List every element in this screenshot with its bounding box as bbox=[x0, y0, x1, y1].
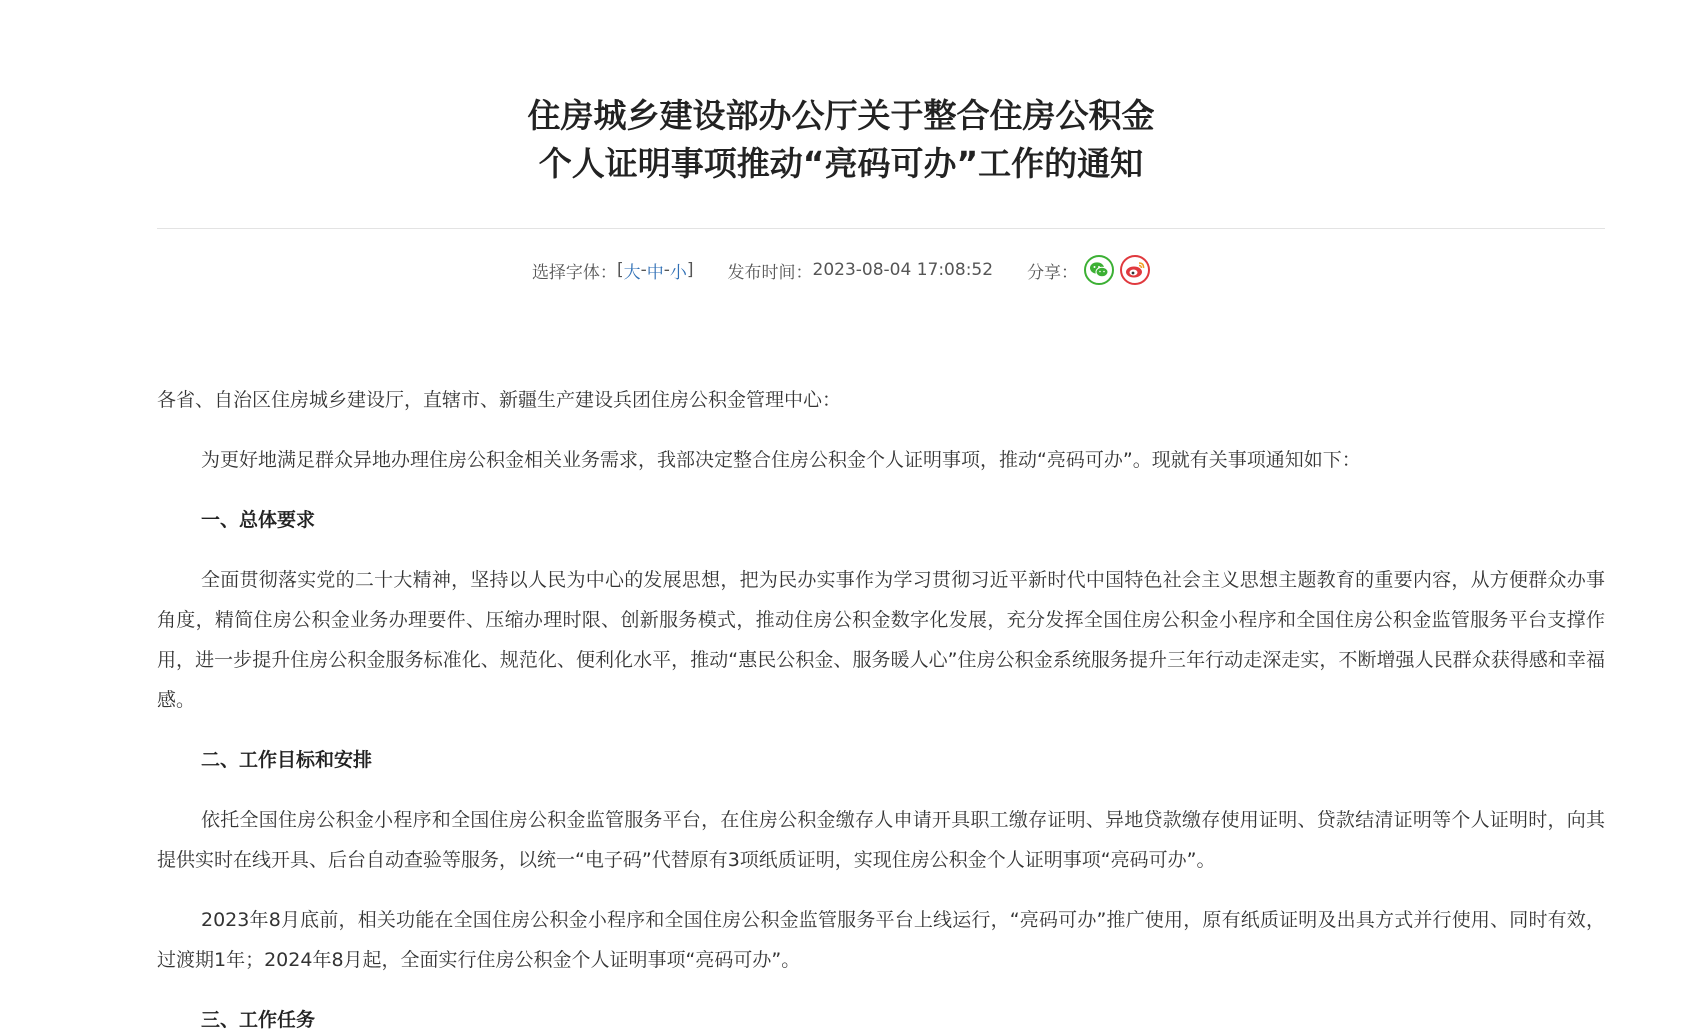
title-line-1: 住房城乡建设部办公厅关于整合住房公积金 bbox=[527, 96, 1155, 135]
font-size-separator: - bbox=[640, 260, 647, 280]
article-body bbox=[157, 380, 1605, 1036]
section-1-paragraph: 全面贯彻落实党的二十大精神，坚持以人民为中心的发展思想，把为民办实事作为学习贯彻习近平新时代中国特色社会主义思想主题教育的重要内容，从方便群众办事角度，精简住房公积金业务办理要件、压缩办理时限、创新服务模式，推动住房公积金数字化发展，充分发挥全国住房公积金小程序和全国住房公积金监管服务平台支撑作用，进一步提升住房公积金服务标准化、规范化、便利化水平，推动“惠民公积金、服务暖人心”住房公积金系统服务提升三年行动走深走实，不断增强人民群众获得感和幸福感。 bbox=[157, 569, 1605, 711]
title-divider bbox=[157, 228, 1605, 229]
section-2-paragraph-2: 2023年8月底前，相关功能在全国住房公积金小程序和全国住房公积金监管服务平台上线运行，“亮码可办”推广使用，原有纸质证明及出具方式并行使用、同时有效，过渡期1年；2024年8月起，全面实行住房公积金个人证明事项“亮码可办”。 bbox=[157, 909, 1605, 971]
publish-info bbox=[728, 258, 994, 283]
weibo-share-icon[interactable] bbox=[1120, 255, 1150, 285]
section-heading-2: 二、工作目标和安排 bbox=[201, 749, 373, 771]
meta-bar bbox=[0, 254, 1682, 286]
page-title bbox=[0, 92, 1682, 188]
font-size-small-link[interactable]: 小 bbox=[669, 262, 687, 283]
publish-label: 发布时间： bbox=[727, 262, 813, 283]
salutation: 各省、自治区住房城乡建设厅，直辖市、新疆生产建设兵团住房公积金管理中心： bbox=[157, 389, 842, 411]
font-size-separator: - bbox=[663, 260, 670, 280]
font-select-label: 选择字体： bbox=[531, 262, 617, 283]
wechat-share-icon[interactable] bbox=[1084, 255, 1114, 285]
font-size-medium-link[interactable]: 中 bbox=[646, 262, 664, 283]
intro-paragraph: 为更好地满足群众异地办理住房公积金相关业务需求，我部决定整合住房公积金个人证明事项，推动“亮码可办”。现就有关事项通知如下： bbox=[201, 449, 1361, 471]
font-size-selector bbox=[532, 258, 694, 283]
section-2-paragraph-1: 依托全国住房公积金小程序和全国住房公积金监管服务平台，在住房公积金缴存人申请开具职工缴存证明、异地贷款缴存使用证明、贷款结清证明等个人证明时，向其提供实时在线开具、后台自动查验等服务，以统一“电子码”代替原有3项纸质证明，实现住房公积金个人证明事项“亮码可办”。 bbox=[157, 809, 1605, 871]
section-heading-1: 一、总体要求 bbox=[201, 509, 316, 531]
bracket-open: [ bbox=[616, 260, 624, 280]
title-line-2: 个人证明事项推动“亮码可办”工作的通知 bbox=[538, 144, 1144, 183]
publish-time: 2023-08-04 17:08:52 bbox=[812, 260, 994, 280]
font-size-large-link[interactable]: 大 bbox=[623, 262, 641, 283]
section-heading-3: 三、工作任务 bbox=[201, 1009, 316, 1031]
bracket-close: ] bbox=[686, 260, 694, 280]
share-group bbox=[1027, 255, 1150, 285]
share-label: 分享： bbox=[1027, 262, 1079, 283]
